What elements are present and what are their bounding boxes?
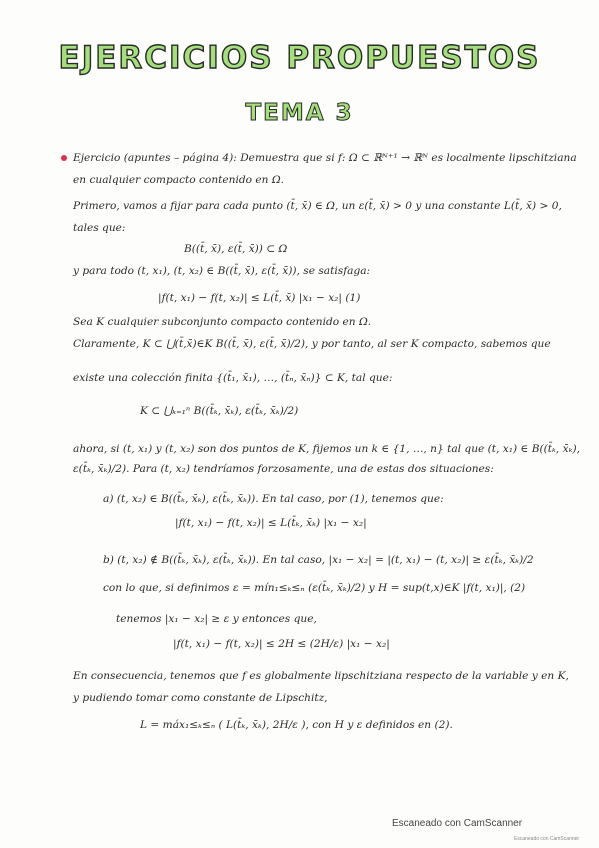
text-line: y pudiendo tomar como constante de Lipschitz, [73, 692, 328, 704]
text-line: con lo que, si definimos ε = mín₁≤ₖ≤ₙ (ε(t̄ₖ, x̄ₖ)/2) y H = sup(t,x)∈K |f(t, x₁)|, (2) [103, 582, 526, 594]
formula-ball: B((t̄, x̄), ε(t̄, x̄)) ⊂ Ω [184, 243, 288, 255]
text-line: En consecuencia, tenemos que f es globalmente lipschitziana respecto de la variable y en K, [73, 670, 569, 682]
formula-case-b: |f(t, x₁) − f(t, x₂)| ≤ 2H ≤ (2H/ε) |x₁ − x₂| [173, 638, 390, 650]
scanner-watermark-small: Escaneado con CamScanner [514, 836, 580, 842]
case-a: a) (t, x₂) ∈ B((t̄ₖ, x̄ₖ), ε(t̄ₖ, x̄ₖ)). En tal caso, por (1), tenemos que: [103, 493, 444, 505]
red-bullet-icon [61, 155, 67, 161]
text-line: ε(t̄ₖ, x̄ₖ)/2). Para (t, x₂) tendríamos forzosamente, una de estas dos situaciones: [73, 463, 494, 475]
page-title: EJERCICIOS PROPUESTOS [58, 40, 541, 76]
scanner-watermark: Escaneado con CamScanner [392, 818, 523, 829]
exercise-statement: Ejercicio (apuntes – página 4): Demuestra que si f: Ω ⊂ ℝᴺ⁺¹ → ℝᴺ es localmente lipschitziana [73, 152, 577, 164]
formula-1: |f(t, x₁) − f(t, x₂)| ≤ L(t̄, x̄) |x₁ − x₂| (1) [158, 292, 361, 304]
text-line: Claramente, K ⊂ ⋃(t̄,x̄)∈K B((t̄, x̄), ε(t̄, x̄)/2), y por tanto, al ser K compacto, sabemos que [73, 338, 551, 350]
text-line: ahora, si (t, x₁) y (t, x₂) son dos puntos de K, fijemos un k ∈ {1, …, n} tal que (t, x₁) ∈ B((t̄ₖ, x̄ₖ), [73, 443, 580, 455]
text-line: en cualquier compacto contenido en Ω. [73, 174, 285, 186]
text-line: tales que: [73, 222, 126, 234]
text-line: Sea K cualquier subconjunto compacto contenido en Ω. [73, 316, 372, 328]
formula-lipschitz-constant: L = máx₁≤ₖ≤ₙ ( L(t̄ₖ, x̄ₖ), 2H/ε ), con H y ε definidos en (2). [140, 719, 453, 731]
text-line: existe una colección finita {(t̄₁, x̄₁), …, (t̄ₙ, x̄ₙ)} ⊂ K, tal que: [73, 372, 393, 384]
formula-cover: K ⊂ ⋃ₖ₌₁ⁿ B((t̄ₖ, x̄ₖ), ε(t̄ₖ, x̄ₖ)/2) [140, 405, 299, 417]
case-b: b) (t, x₂) ∉ B((t̄ₖ, x̄ₖ), ε(t̄ₖ, x̄ₖ)). En tal caso, |x₁ − x₂| = |(t, x₁) − (t, x₂)| ≥ ε(t̄ₖ, x̄ₖ)/2 [103, 554, 534, 566]
page-subtitle: TEMA 3 [245, 100, 354, 126]
text-line: Primero, vamos a fijar para cada punto (t̄, x̄) ∈ Ω, un ε(t̄, x̄) > 0 y una constante L(t̄, x̄) > 0, [73, 200, 562, 212]
text-line: y para todo (t, x₁), (t, x₂) ∈ B((t̄, x̄), ε(t̄, x̄)), se satisfaga: [73, 265, 371, 277]
text-line: tenemos |x₁ − x₂| ≥ ε y entonces que, [116, 613, 317, 625]
formula-case-a: |f(t, x₁) − f(t, x₂)| ≤ L(t̄ₖ, x̄ₖ) |x₁ − x₂| [175, 517, 367, 529]
